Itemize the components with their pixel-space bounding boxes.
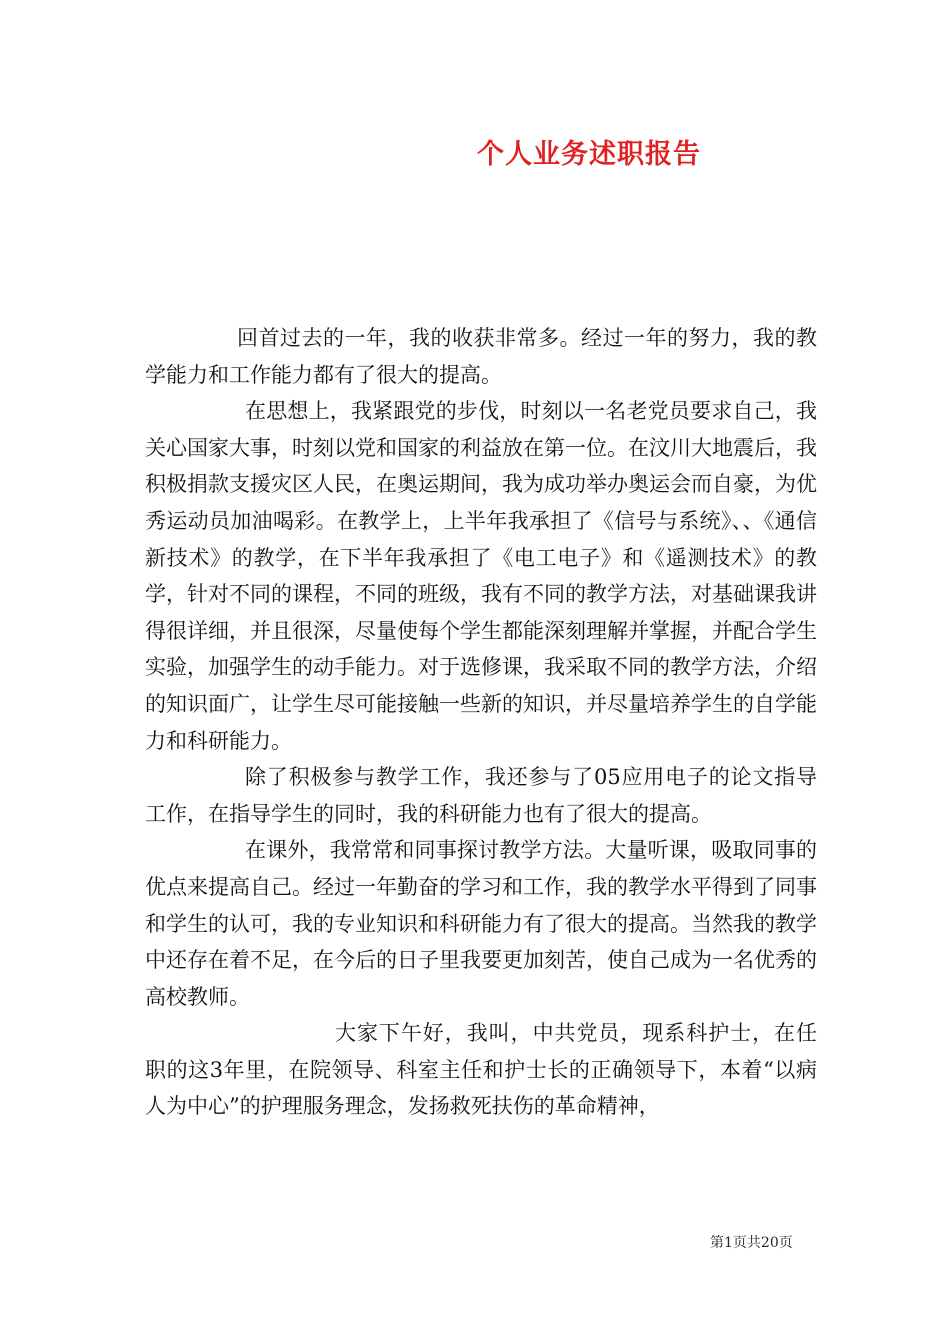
paragraph-extracurricular: 在课外，我常常和同事探讨教学方法。大量听课，吸取同事的优点来提高自己。经过一年勤奋的学习和工作，我的教学水平得到了同事和学生的认可，我的专业知识和科研能力有了很大的提高。当然我的教学中还存在着不足，在今后的日子里我要更加刻苦，使自己成为一名优秀的高校教师。	[145, 838, 817, 1009]
document-title: 个人业务述职报告	[477, 139, 701, 170]
paragraph-thesis-guidance: 除了积极参与教学工作，我还参与了05应用电子的论文指导工作，在指导学生的同时，我的科研能力也有了很大的提高。	[145, 765, 817, 826]
document-body	[145, 320, 817, 1125]
paragraph-nurse-intro: 大家下午好，我叫，中共党员，现系科护士，在任职的这3年里，在院领导、科室主任和护士长的正确领导下，本着“以病人为中心”的护理服务理念，发扬救死扶伤的革命精神，	[145, 1021, 817, 1119]
paragraph-thought-and-teaching: 在思想上，我紧跟党的步伐，时刻以一名老党员要求自己，我关心国家大事，时刻以党和国家的利益放在第一位。在汶川大地震后，我积极捐款支援灾区人民，在奥运期间，我为成功举办奥运会而自豪，为优秀运动员加油喝彩。在教学上，上半年我承担了《信号与系统》、、《通信新技术》的教学，在下半年我承担了《电工电子》和《遥测技术》的教学，针对不同的课程，不同的班级，我有不同的教学方法，对基础课我讲得很详细，并且很深，尽量使每个学生都能深刻理解并掌握，并配合学生实验，加强学生的动手能力。对于选修课，我采取不同的教学方法，介绍的知识面广，让学生尽可能接触一些新的知识，并尽量培养学生的自学能力和科研能力。	[145, 399, 817, 753]
paragraph-intro: 回首过去的一年，我的收获非常多。经过一年的努力，我的教学能力和工作能力都有了很大的提高。	[145, 326, 817, 387]
page-number-footer: 第1页共20页	[710, 1235, 793, 1251]
